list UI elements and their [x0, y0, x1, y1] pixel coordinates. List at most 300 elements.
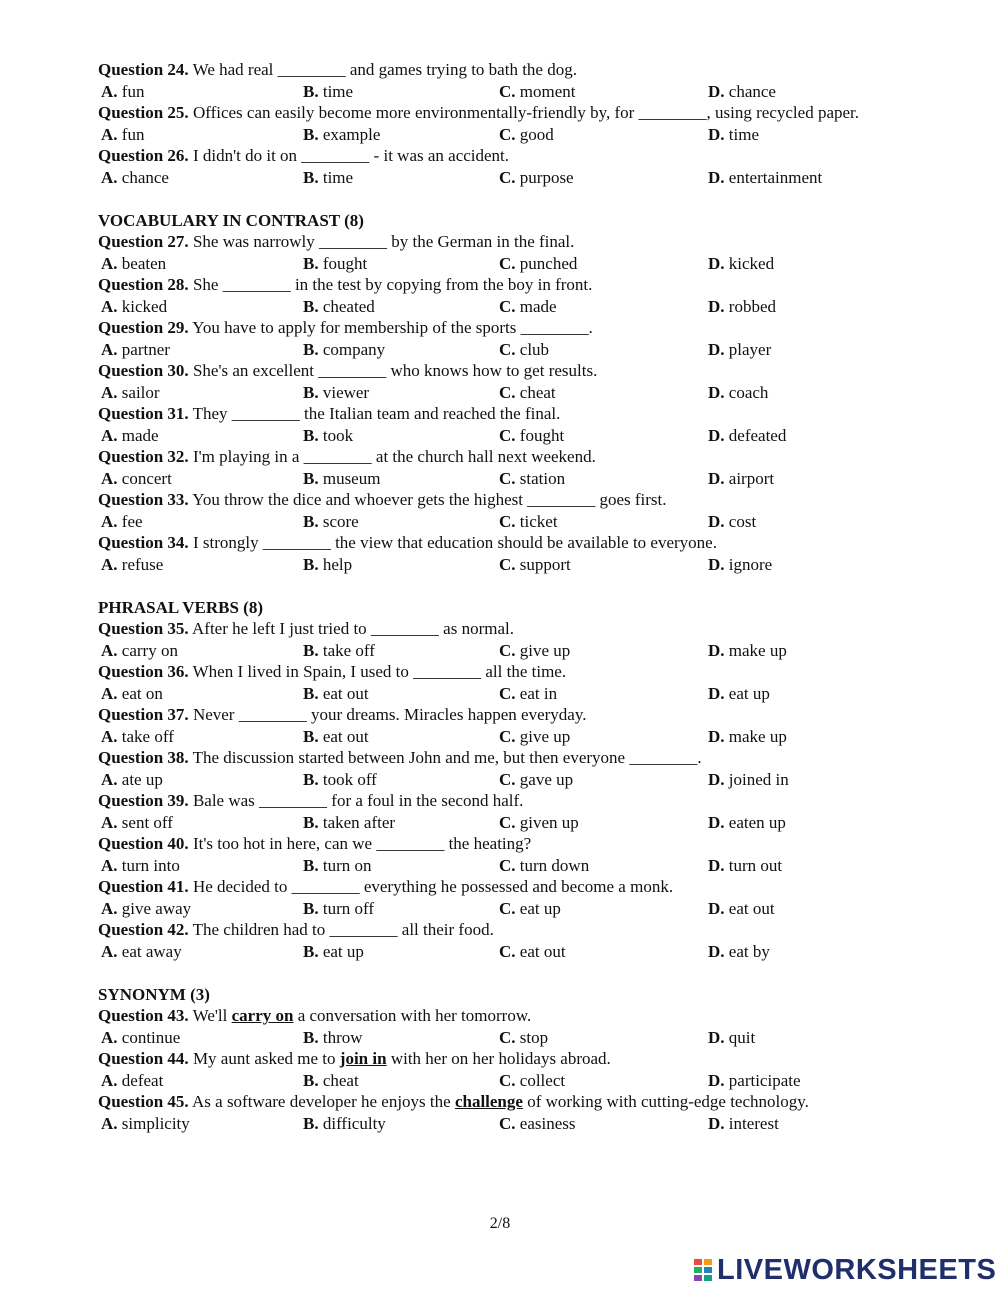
- answer-option[interactable]: [101, 812, 173, 834]
- option-text: make up: [728, 726, 787, 746]
- option-text: cost: [728, 511, 757, 531]
- answer-options: [98, 1113, 918, 1135]
- answer-option[interactable]: [499, 124, 554, 146]
- question-number: Question 35.: [98, 619, 189, 638]
- answer-option[interactable]: [303, 769, 377, 791]
- option-text: fought: [322, 253, 368, 273]
- option-letter: D.: [708, 124, 725, 144]
- answer-option[interactable]: [708, 382, 768, 404]
- answer-option[interactable]: [499, 382, 556, 404]
- option-letter: D.: [708, 941, 725, 961]
- option-text: time: [322, 81, 354, 101]
- option-letter: C.: [499, 898, 516, 918]
- question-text: We had real ________ and games trying to bath the dog.: [188, 60, 577, 79]
- option-letter: C.: [499, 124, 516, 144]
- answer-options: [98, 382, 918, 404]
- answer-option[interactable]: [499, 898, 561, 920]
- question-text: He decided to ________ everything he possessed and become a monk.: [188, 877, 674, 896]
- option-text: chance: [728, 81, 776, 101]
- option-text: ate up: [121, 769, 163, 789]
- answer-option[interactable]: [101, 941, 182, 963]
- underlined-phrase: challenge: [454, 1092, 523, 1111]
- option-letter: A.: [101, 1027, 118, 1047]
- answer-option[interactable]: [303, 726, 369, 748]
- option-letter: D.: [708, 683, 725, 703]
- option-letter: B.: [303, 898, 319, 918]
- option-text: eat out: [322, 726, 369, 746]
- option-text: continue: [121, 1027, 181, 1047]
- question-stem: [98, 274, 918, 296]
- option-letter: D.: [708, 812, 725, 832]
- question-stem: [98, 919, 918, 941]
- answer-option[interactable]: [101, 726, 174, 748]
- option-letter: A.: [101, 683, 118, 703]
- question-text: Bale was ________ for a foul in the second half.: [188, 791, 524, 810]
- option-letter: B.: [303, 339, 319, 359]
- option-text: chance: [121, 167, 169, 187]
- question-text: As a software developer he enjoys the: [188, 1092, 455, 1111]
- answer-option[interactable]: [708, 81, 776, 103]
- question-stem: [98, 790, 918, 812]
- option-text: took: [322, 425, 354, 445]
- option-text: eat up: [728, 683, 770, 703]
- option-letter: A.: [101, 468, 118, 488]
- answer-option[interactable]: [708, 855, 782, 877]
- question-stem: [98, 446, 918, 468]
- option-text: give away: [121, 898, 192, 918]
- option-text: example: [322, 124, 381, 144]
- option-text: eat in: [519, 683, 558, 703]
- option-letter: A.: [101, 124, 118, 144]
- answer-option[interactable]: [101, 855, 180, 877]
- option-text: airport: [728, 468, 775, 488]
- option-letter: B.: [303, 1027, 319, 1047]
- option-letter: C.: [499, 81, 516, 101]
- answer-option[interactable]: [708, 640, 787, 662]
- answer-option[interactable]: [101, 1113, 190, 1135]
- question-text: I didn't do it on ________ - it was an accident.: [188, 146, 510, 165]
- option-text: purpose: [519, 167, 574, 187]
- option-letter: D.: [708, 726, 725, 746]
- option-letter: A.: [101, 812, 118, 832]
- option-letter: C.: [499, 382, 516, 402]
- answer-option[interactable]: [101, 296, 167, 318]
- option-letter: C.: [499, 167, 516, 187]
- option-text: entertainment: [728, 167, 823, 187]
- answer-options: [98, 1027, 918, 1049]
- question-text: You throw the dice and whoever gets the highest ________ goes first.: [188, 490, 667, 509]
- option-text: stop: [519, 1027, 549, 1047]
- option-letter: A.: [101, 1070, 118, 1090]
- answer-option[interactable]: [708, 425, 786, 447]
- answer-option[interactable]: [708, 812, 786, 834]
- option-letter: D.: [708, 296, 725, 316]
- option-letter: D.: [708, 382, 725, 402]
- question-number: Question 41.: [98, 877, 189, 896]
- option-text: moment: [519, 81, 576, 101]
- answer-option[interactable]: [708, 511, 756, 533]
- option-letter: C.: [499, 640, 516, 660]
- answer-option[interactable]: [499, 855, 589, 877]
- question-stem: [98, 876, 918, 898]
- option-text: turn down: [519, 855, 590, 875]
- answer-options: [98, 898, 918, 920]
- option-text: station: [519, 468, 566, 488]
- option-text: support: [519, 554, 571, 574]
- option-letter: B.: [303, 640, 319, 660]
- answer-option[interactable]: [708, 167, 822, 189]
- option-letter: D.: [708, 1113, 725, 1133]
- option-letter: C.: [499, 855, 516, 875]
- answer-option[interactable]: [303, 253, 367, 275]
- answer-option[interactable]: [499, 425, 564, 447]
- answer-option[interactable]: [499, 1027, 548, 1049]
- answer-option[interactable]: [499, 253, 577, 275]
- option-text: partner: [121, 339, 170, 359]
- question-number: Question 28.: [98, 275, 189, 294]
- option-text: sent off: [121, 812, 173, 832]
- question-text: We'll: [188, 1006, 232, 1025]
- answer-option[interactable]: [303, 941, 364, 963]
- question-stem: [98, 1091, 918, 1113]
- answer-option[interactable]: [499, 296, 557, 318]
- question-number: Question 30.: [98, 361, 189, 380]
- answer-option[interactable]: [101, 554, 163, 576]
- worksheet-body: [98, 59, 918, 1134]
- option-text: cheated: [322, 296, 375, 316]
- question-number: Question 26.: [98, 146, 189, 165]
- answer-option[interactable]: [499, 511, 558, 533]
- liveworksheets-logo: [693, 1254, 996, 1286]
- question-number: Question 32.: [98, 447, 189, 466]
- answer-option[interactable]: [708, 554, 772, 576]
- answer-option[interactable]: [708, 339, 771, 361]
- answer-option[interactable]: [499, 554, 571, 576]
- question-text: The discussion started between John and me, but then everyone ________.: [188, 748, 702, 767]
- option-letter: D.: [708, 1070, 725, 1090]
- answer-option[interactable]: [303, 554, 352, 576]
- question-text: Never ________ your dreams. Miracles happen everyday.: [188, 705, 587, 724]
- option-letter: D.: [708, 640, 725, 660]
- option-letter: D.: [708, 554, 725, 574]
- option-letter: B.: [303, 425, 319, 445]
- option-letter: A.: [101, 382, 118, 402]
- question-stem: [98, 704, 918, 726]
- answer-option[interactable]: [303, 339, 385, 361]
- section-heading: PHRASAL VERBS (8): [98, 597, 263, 617]
- answer-option[interactable]: [303, 296, 375, 318]
- answer-options: [98, 425, 918, 447]
- option-text: cheat: [322, 1070, 359, 1090]
- option-text: turn off: [322, 898, 374, 918]
- answer-option[interactable]: [499, 941, 566, 963]
- option-letter: C.: [499, 812, 516, 832]
- answer-option[interactable]: [708, 1113, 779, 1135]
- underlined-phrase: carry on: [231, 1006, 294, 1025]
- option-text: eat up: [519, 898, 561, 918]
- option-letter: B.: [303, 726, 319, 746]
- question-number: Question 44.: [98, 1049, 189, 1068]
- option-letter: D.: [708, 511, 725, 531]
- question-stem: [98, 489, 918, 511]
- question-number: Question 34.: [98, 533, 189, 552]
- option-text: eat on: [121, 683, 163, 703]
- option-letter: B.: [303, 554, 319, 574]
- answer-option[interactable]: [303, 898, 374, 920]
- option-text: punched: [519, 253, 578, 273]
- question-stem: [98, 102, 918, 124]
- question-stem: [98, 618, 918, 640]
- answer-option[interactable]: [303, 167, 353, 189]
- option-text: ignore: [728, 554, 773, 574]
- question-text: You have to apply for membership of the sports ________.: [188, 318, 593, 337]
- answer-option[interactable]: [303, 81, 353, 103]
- answer-option[interactable]: [101, 640, 178, 662]
- option-letter: C.: [499, 941, 516, 961]
- answer-option[interactable]: [499, 339, 549, 361]
- option-letter: C.: [499, 1027, 516, 1047]
- question-text-end: with her on her holidays abroad.: [386, 1049, 611, 1068]
- answer-options: [98, 769, 918, 791]
- answer-option[interactable]: [101, 167, 169, 189]
- question-text: I strongly ________ the view that education should be available to everyone.: [188, 533, 717, 552]
- answer-option[interactable]: [708, 296, 776, 318]
- answer-option[interactable]: [708, 1070, 801, 1092]
- answer-option[interactable]: [101, 81, 144, 103]
- option-text: museum: [322, 468, 381, 488]
- question-number: Question 45.: [98, 1092, 189, 1111]
- question-text: When I lived in Spain, I used to ________ all the time.: [188, 662, 567, 681]
- answer-option[interactable]: [303, 382, 369, 404]
- option-letter: C.: [499, 468, 516, 488]
- option-letter: B.: [303, 468, 319, 488]
- answer-options: [98, 468, 918, 490]
- option-letter: D.: [708, 468, 725, 488]
- option-text: quit: [728, 1027, 756, 1047]
- answer-option[interactable]: [101, 1027, 180, 1049]
- question-text: The children had to ________ all their food.: [188, 920, 494, 939]
- answer-option[interactable]: [499, 812, 579, 834]
- option-text: interest: [728, 1113, 779, 1133]
- option-text: made: [519, 296, 557, 316]
- question-stem: [98, 747, 918, 769]
- option-letter: D.: [708, 253, 725, 273]
- option-text: collect: [519, 1070, 566, 1090]
- answer-option[interactable]: [303, 640, 375, 662]
- option-letter: D.: [708, 1027, 725, 1047]
- answer-option[interactable]: [303, 1070, 359, 1092]
- question-number: Question 42.: [98, 920, 189, 939]
- option-text: good: [519, 124, 554, 144]
- answer-option[interactable]: [708, 769, 789, 791]
- option-letter: B.: [303, 683, 319, 703]
- answer-option[interactable]: [708, 124, 759, 146]
- answer-option[interactable]: [708, 941, 770, 963]
- option-letter: A.: [101, 640, 118, 660]
- question-number: Question 31.: [98, 404, 189, 423]
- option-letter: A.: [101, 855, 118, 875]
- question-stem: [98, 661, 918, 683]
- question-stem: [98, 403, 918, 425]
- question-text: She's an excellent ________ who knows how to get results.: [188, 361, 598, 380]
- answer-option[interactable]: [303, 855, 371, 877]
- answer-options: [98, 726, 918, 748]
- answer-option[interactable]: [499, 640, 570, 662]
- question-text: My aunt asked me to: [188, 1049, 340, 1068]
- option-text: help: [322, 554, 353, 574]
- answer-options: [98, 855, 918, 877]
- answer-option[interactable]: [708, 253, 774, 275]
- answer-options: [98, 81, 918, 103]
- option-letter: B.: [303, 167, 319, 187]
- logo-mark-icon: [693, 1258, 713, 1282]
- answer-option[interactable]: [708, 683, 770, 705]
- option-text: concert: [121, 468, 172, 488]
- option-text: beaten: [121, 253, 167, 273]
- option-letter: D.: [708, 855, 725, 875]
- option-text: took off: [322, 769, 377, 789]
- question-stem: [98, 59, 918, 81]
- answer-option[interactable]: [303, 425, 353, 447]
- option-text: take off: [121, 726, 174, 746]
- page-number: 2/8: [489, 1215, 511, 1232]
- question-number: Question 43.: [98, 1006, 189, 1025]
- answer-option[interactable]: [101, 683, 163, 705]
- answer-option[interactable]: [101, 769, 163, 791]
- option-text: given up: [519, 812, 579, 832]
- question-stem: [98, 1005, 918, 1027]
- option-letter: C.: [499, 425, 516, 445]
- answer-option[interactable]: [499, 468, 565, 490]
- option-text: time: [728, 124, 759, 144]
- option-letter: C.: [499, 511, 516, 531]
- option-text: made: [121, 425, 159, 445]
- answer-options: [98, 812, 918, 834]
- section-heading: SYNONYM (3): [98, 984, 210, 1004]
- answer-option[interactable]: [499, 726, 570, 748]
- answer-option[interactable]: [499, 81, 576, 103]
- option-letter: B.: [303, 296, 319, 316]
- option-text: fee: [121, 511, 143, 531]
- option-text: player: [728, 339, 772, 359]
- question-number: Question 25.: [98, 103, 189, 122]
- answer-option[interactable]: [101, 339, 170, 361]
- question-text: After he left I just tried to ________ as normal.: [188, 619, 514, 638]
- question-stem: [98, 231, 918, 253]
- answer-option[interactable]: [499, 683, 557, 705]
- option-letter: D.: [708, 898, 725, 918]
- option-letter: D.: [708, 769, 725, 789]
- underlined-phrase: join in: [339, 1049, 387, 1068]
- option-text: cheat: [519, 382, 556, 402]
- answer-option[interactable]: [101, 425, 159, 447]
- answer-option[interactable]: [303, 468, 380, 490]
- option-text: fun: [121, 81, 145, 101]
- answer-option[interactable]: [101, 898, 191, 920]
- answer-option[interactable]: [499, 1070, 565, 1092]
- answer-option[interactable]: [303, 683, 369, 705]
- answer-option[interactable]: [708, 726, 787, 748]
- answer-option[interactable]: [303, 511, 359, 533]
- answer-options: [98, 683, 918, 705]
- answer-option[interactable]: [303, 1027, 363, 1049]
- answer-options: [98, 339, 918, 361]
- answer-option[interactable]: [101, 382, 160, 404]
- question-stem: [98, 360, 918, 382]
- answer-option[interactable]: [499, 1113, 576, 1135]
- answer-option[interactable]: [708, 1027, 755, 1049]
- option-text: eat out: [322, 683, 369, 703]
- option-letter: B.: [303, 124, 319, 144]
- option-letter: D.: [708, 81, 725, 101]
- answer-option[interactable]: [708, 468, 774, 490]
- answer-option[interactable]: [499, 167, 574, 189]
- option-text: turn on: [322, 855, 372, 875]
- option-text: time: [322, 167, 354, 187]
- answer-option[interactable]: [101, 468, 172, 490]
- answer-option[interactable]: [303, 124, 380, 146]
- option-letter: A.: [101, 296, 118, 316]
- option-text: turn into: [121, 855, 180, 875]
- answer-option[interactable]: [101, 124, 144, 146]
- option-letter: C.: [499, 1070, 516, 1090]
- option-letter: B.: [303, 941, 319, 961]
- question-stem: [98, 145, 918, 167]
- answer-option[interactable]: [708, 898, 775, 920]
- option-text: difficulty: [322, 1113, 386, 1133]
- option-letter: A.: [101, 339, 118, 359]
- option-text: give up: [519, 726, 571, 746]
- question-stem: [98, 1048, 918, 1070]
- answer-option[interactable]: [101, 253, 166, 275]
- option-letter: B.: [303, 855, 319, 875]
- answer-options: [98, 511, 918, 533]
- question-stem: [98, 532, 918, 554]
- option-text: participate: [728, 1070, 801, 1090]
- option-letter: D.: [708, 339, 725, 359]
- question-number: Question 37.: [98, 705, 189, 724]
- option-text: score: [322, 511, 359, 531]
- option-letter: B.: [303, 1070, 319, 1090]
- option-text: eat out: [728, 898, 775, 918]
- option-letter: C.: [499, 683, 516, 703]
- answer-option[interactable]: [303, 1113, 386, 1135]
- answer-options: [98, 253, 918, 275]
- option-letter: C.: [499, 296, 516, 316]
- option-letter: A.: [101, 81, 118, 101]
- question-number: Question 39.: [98, 791, 189, 810]
- section-heading: VOCABULARY IN CONTRAST (8): [98, 210, 364, 230]
- option-letter: B.: [303, 812, 319, 832]
- answer-option[interactable]: [303, 812, 395, 834]
- answer-option[interactable]: [101, 511, 143, 533]
- option-text: fought: [519, 425, 565, 445]
- option-text: taken after: [322, 812, 396, 832]
- option-text: kicked: [728, 253, 775, 273]
- option-text: eat out: [519, 941, 566, 961]
- option-letter: B.: [303, 253, 319, 273]
- question-number: Question 33.: [98, 490, 189, 509]
- option-letter: B.: [303, 382, 319, 402]
- question-number: Question 27.: [98, 232, 189, 251]
- answer-option[interactable]: [499, 769, 573, 791]
- option-text: turn out: [728, 855, 783, 875]
- question-number: Question 36.: [98, 662, 189, 681]
- question-text: I'm playing in a ________ at the church hall next weekend.: [188, 447, 596, 466]
- answer-option[interactable]: [101, 1070, 163, 1092]
- option-text: throw: [322, 1027, 363, 1047]
- option-text: eaten up: [728, 812, 786, 832]
